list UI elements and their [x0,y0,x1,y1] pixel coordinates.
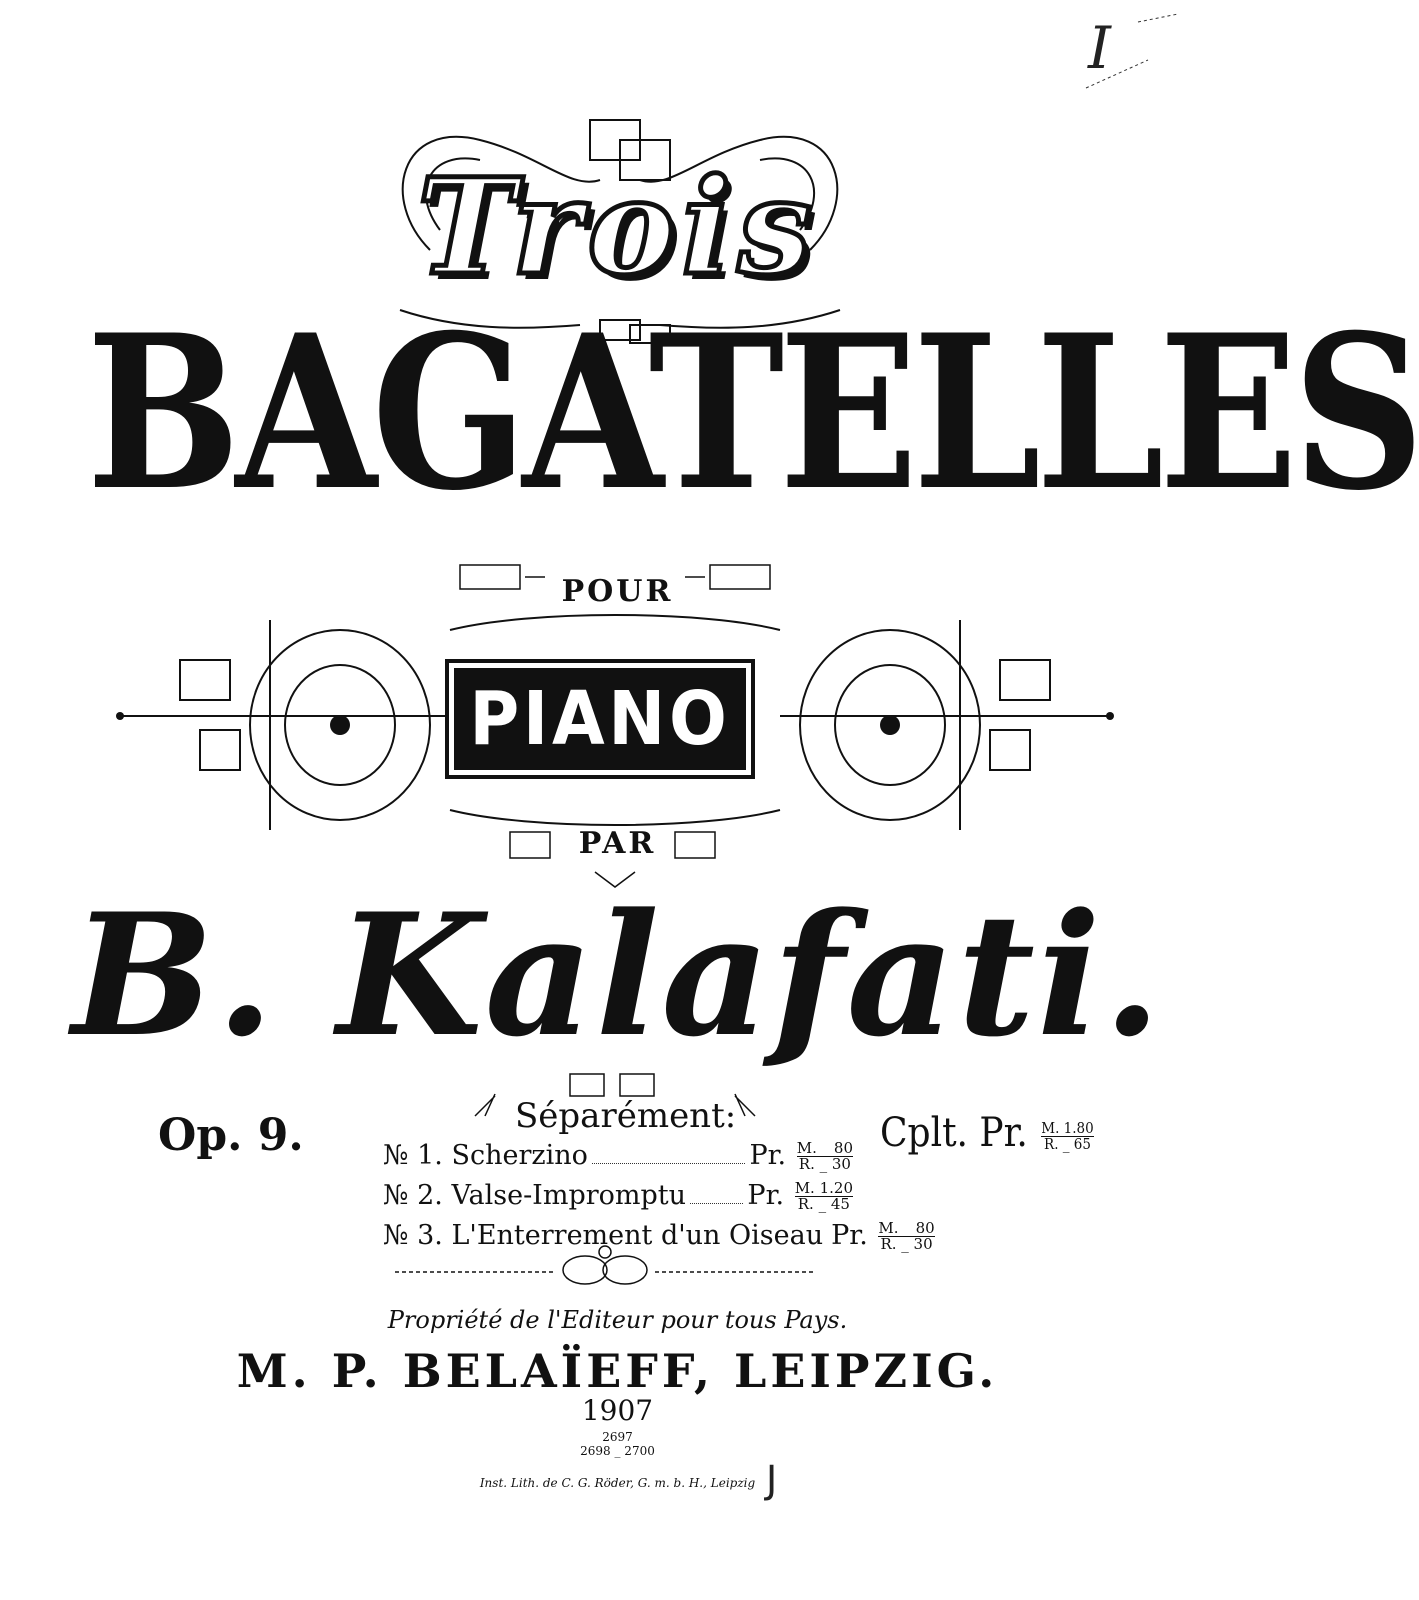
piece-price [747,1180,853,1212]
list-item-piece-2 [383,1180,853,1220]
piano-cartouche [454,668,746,770]
pour-label: POUR [561,574,674,609]
plate-number-2: 2698 _ 2700 [580,1444,655,1458]
piano-label: PIANO [469,676,731,762]
complete-price-label: Cplt. Pr. [880,1110,1028,1156]
price-label: Pr. [749,1140,787,1171]
price-r: R. _ 30 [880,1235,933,1253]
complete-price-fraction [1041,1118,1094,1153]
piece-title: № 1. Scherzino [383,1140,588,1171]
rights-statement: Propriété de l'Editeur pour tous Pays. [387,1306,848,1334]
price-m: M. _ 80 [878,1219,935,1237]
piece-price [831,1220,935,1252]
price-r: R. _ 30 [798,1155,851,1173]
price-fraction [797,1141,853,1172]
price-r: R. _ 45 [797,1195,850,1213]
handwritten-corner-mark: I [1088,14,1111,82]
composer-name: B. Kalafati. [71,876,1164,1074]
publication-year: 1907 [581,1394,654,1427]
dotted-leader [592,1145,746,1164]
printer-credit: Inst. Lith. de C. G. Röder, G. m. b. H., Leipzig [479,1476,756,1490]
price-label: Pr. [747,1180,785,1211]
publisher-name: M. P. BELAÏEFF, LEIPZIG. [236,1344,999,1398]
complete-price-m: M. 1.80 [1041,1118,1094,1137]
complete-price [880,1110,1094,1156]
price-m: M. 1.20 [794,1179,853,1197]
opus-number: Op. 9. [158,1110,304,1161]
price-label: Pr. [831,1220,868,1251]
title-bagatelles: BAGATELLES [86,288,1419,537]
price-m: M. _ 80 [796,1139,853,1157]
title-trois: Trois [417,150,818,305]
piece-title: № 2. Valse-Impromptu [383,1180,687,1211]
price-fraction [795,1181,853,1212]
par-label: PAR [578,826,657,861]
corner-scribble-ornament [1078,8,1188,98]
dotted-leader [690,1185,743,1204]
handwritten-bottom-mark: J [766,1458,778,1502]
price-fraction [878,1221,934,1252]
plate-number-1: 2697 [602,1430,633,1444]
complete-price-r: R. _ 65 [1044,1134,1091,1153]
separately-label: Séparément: [515,1096,737,1136]
piece-price [749,1140,853,1172]
list-item-piece-1 [383,1140,853,1180]
divider-ornament [395,1238,815,1298]
piece-title: № 3. L'Enterrement d'un Oiseau [383,1220,824,1251]
